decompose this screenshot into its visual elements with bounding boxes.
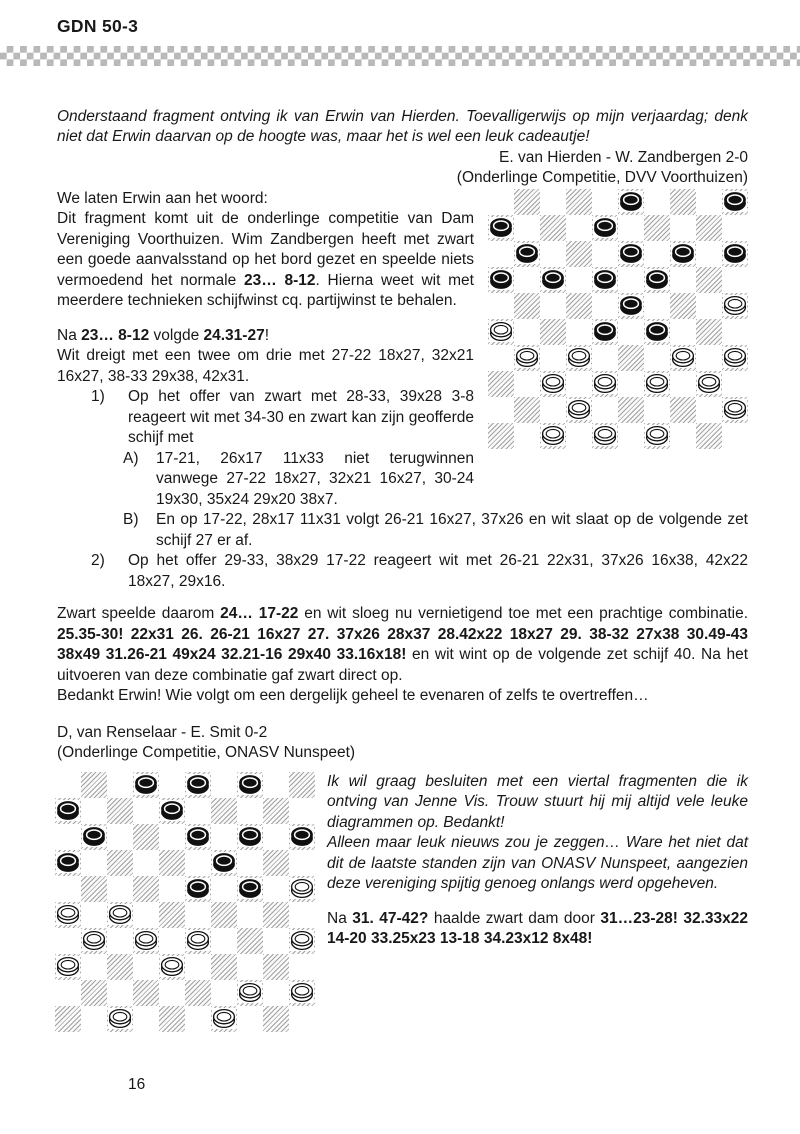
board-square — [696, 293, 722, 319]
draughts-board-2 — [55, 772, 315, 1032]
board-square — [107, 954, 133, 980]
board-square — [159, 1006, 185, 1032]
black-piece — [82, 826, 106, 847]
board-square — [670, 319, 696, 345]
board-square — [159, 954, 185, 980]
game1-heading — [57, 148, 748, 189]
black-piece — [723, 191, 747, 212]
board-square — [540, 293, 566, 319]
board-square — [670, 397, 696, 423]
board-square — [289, 954, 315, 980]
game2-move-line: Na 31. 47-42? haalde zwart dam door 31…23-28! 32.33x22 14-20 33.25x23 13-18 34.23x12 8x48! — [327, 909, 748, 947]
board-square — [618, 371, 644, 397]
board-square — [133, 850, 159, 876]
board-square — [289, 902, 315, 928]
board-square — [644, 189, 670, 215]
board-square — [618, 319, 644, 345]
black-piece — [671, 243, 695, 264]
board-square — [107, 980, 133, 1006]
board-square — [566, 215, 592, 241]
content — [0, 107, 800, 1042]
board-square — [592, 345, 618, 371]
board-square — [107, 798, 133, 824]
board-square — [696, 267, 722, 293]
item-marker: 1) — [91, 388, 105, 405]
board-square — [514, 241, 540, 267]
board-square — [237, 928, 263, 954]
black-piece — [56, 800, 80, 821]
board-square — [159, 798, 185, 824]
board-square — [488, 215, 514, 241]
game1-threat-line: Wit dreigt met een twee om drie met 27-22 18x27, 32x21 16x27, 38-33 29x38, 42x31. — [57, 347, 474, 385]
board-square — [55, 876, 81, 902]
board-square — [618, 293, 644, 319]
black-piece — [186, 878, 210, 899]
item-marker: 2) — [91, 552, 105, 569]
board-square — [592, 319, 618, 345]
analysis-item-1a — [57, 449, 474, 511]
board-square — [185, 876, 211, 902]
board-square — [211, 1006, 237, 1032]
black-piece — [619, 243, 643, 264]
board-square — [107, 772, 133, 798]
white-piece — [671, 347, 695, 368]
white-piece — [567, 399, 591, 420]
board-square — [237, 902, 263, 928]
board-square — [211, 824, 237, 850]
board-square — [81, 824, 107, 850]
board-square — [211, 876, 237, 902]
board-square — [696, 345, 722, 371]
white-piece — [108, 1008, 132, 1029]
white-piece — [290, 930, 314, 951]
board-square — [159, 772, 185, 798]
board-square — [722, 319, 748, 345]
white-piece — [212, 1008, 236, 1029]
board-square — [566, 319, 592, 345]
page-number: 16 — [128, 1076, 146, 1093]
board-square — [514, 319, 540, 345]
board-square — [644, 371, 670, 397]
board-square — [514, 423, 540, 449]
board-square — [696, 189, 722, 215]
white-piece — [56, 956, 80, 977]
black-piece — [645, 269, 669, 290]
board-square — [133, 798, 159, 824]
board-square — [211, 980, 237, 1006]
board-square — [263, 824, 289, 850]
white-piece — [82, 930, 106, 951]
board-square — [133, 902, 159, 928]
item-text: Op het offer 29-33, 38x29 17-22 reageert wit met 26-21 22x31, 37x26 16x38, 42x22 18x27, 29x16. — [128, 552, 748, 590]
analysis-item-1 — [57, 387, 474, 449]
board-square — [237, 772, 263, 798]
board-square — [592, 371, 618, 397]
game2-title: D, van Renselaar - E. Smit 0-2 — [57, 723, 268, 741]
board-square — [185, 798, 211, 824]
board-square — [107, 902, 133, 928]
board-square — [644, 345, 670, 371]
board-square — [540, 345, 566, 371]
board-square — [592, 397, 618, 423]
black-piece — [212, 852, 236, 873]
board-square — [185, 772, 211, 798]
board-square — [592, 189, 618, 215]
white-piece — [290, 878, 314, 899]
board-square — [289, 824, 315, 850]
board-square — [185, 980, 211, 1006]
white-piece — [723, 347, 747, 368]
closing-line: Bedankt Erwin! Wie volgt om een dergelijk geheel te evenaren of zelfs te overtreffen… — [57, 687, 649, 704]
board-square — [185, 824, 211, 850]
white-piece — [593, 373, 617, 394]
board-square — [618, 215, 644, 241]
board-square — [592, 241, 618, 267]
board-square — [696, 371, 722, 397]
masthead — [0, 0, 800, 39]
game2-paragraph-2: Alleen maar leuk nieuws zou je zeggen… Ware het niet dat dit de laatste standen zijn van ONASV Nunspeet, aangezien deze vereniging spijtig genoeg onlangs werd opgeheven. — [327, 834, 748, 892]
board-square — [81, 876, 107, 902]
game1-subtitle: (Onderlinge Competitie, DVV Voorthuizen) — [456, 169, 748, 186]
board-square — [540, 267, 566, 293]
white-piece — [134, 930, 158, 951]
board-square — [618, 345, 644, 371]
board-square — [159, 824, 185, 850]
board-square — [237, 798, 263, 824]
board-square — [55, 824, 81, 850]
board-square — [81, 772, 107, 798]
board-square — [696, 319, 722, 345]
black-piece — [619, 191, 643, 212]
black-piece — [489, 217, 513, 238]
black-piece — [290, 826, 314, 847]
white-piece — [541, 373, 565, 394]
board-square — [696, 397, 722, 423]
board-square — [263, 798, 289, 824]
board-square — [722, 423, 748, 449]
board-square — [540, 397, 566, 423]
board-square — [514, 345, 540, 371]
page-title: GDN 50-3 — [57, 16, 139, 36]
board-square — [566, 293, 592, 319]
board-square — [566, 397, 592, 423]
board-square — [55, 772, 81, 798]
board-square — [566, 267, 592, 293]
board-square — [159, 902, 185, 928]
board-square — [133, 954, 159, 980]
board-square — [81, 1006, 107, 1032]
black-piece — [593, 269, 617, 290]
black-piece — [186, 774, 210, 795]
black-piece — [160, 800, 184, 821]
game1-lead: We laten Erwin aan het woord: — [57, 189, 268, 207]
board-square — [488, 293, 514, 319]
item-text: En op 17-22, 28x17 11x31 volgt 26-21 16x27, 37x26 en wit slaat op de volgende zet schijf 27 er af. — [156, 511, 748, 549]
game1-move-line: Na 23… 8-12 volgde 24.31-27! — [57, 326, 270, 344]
board-square — [81, 928, 107, 954]
board-square — [592, 267, 618, 293]
game2-paragraph-1: Ik wil graag besluiten met een viertal fragmenten die ik ontving van Jenne Vis. Trouw stuurt hij mij altijd vele leuke diagrammen op. Bedankt! — [327, 772, 748, 831]
board-square — [722, 267, 748, 293]
board-square — [670, 189, 696, 215]
board-square — [540, 371, 566, 397]
board-square — [55, 798, 81, 824]
board-square — [185, 954, 211, 980]
white-piece — [489, 321, 513, 342]
board-square — [55, 980, 81, 1006]
board-square — [133, 824, 159, 850]
black-piece — [541, 269, 565, 290]
board-square — [185, 1006, 211, 1032]
board-square — [618, 267, 644, 293]
board-square — [566, 371, 592, 397]
game1-title: E. van Hierden - W. Zandbergen 2-0 — [499, 148, 748, 166]
board-square — [592, 215, 618, 241]
white-piece — [697, 373, 721, 394]
board-square — [670, 293, 696, 319]
board-square — [644, 215, 670, 241]
black-piece — [186, 826, 210, 847]
board-square — [488, 189, 514, 215]
game2-heading — [57, 723, 748, 764]
board-square — [81, 798, 107, 824]
board-square — [81, 954, 107, 980]
board-square — [263, 902, 289, 928]
board-square — [592, 423, 618, 449]
board-square — [185, 902, 211, 928]
board-square — [263, 772, 289, 798]
white-piece — [160, 956, 184, 977]
board-square — [237, 954, 263, 980]
black-piece — [238, 826, 262, 847]
board-square — [670, 371, 696, 397]
board-square — [644, 241, 670, 267]
board-square — [185, 850, 211, 876]
board-square — [81, 850, 107, 876]
checkered-band — [0, 46, 800, 66]
board-square — [133, 1006, 159, 1032]
board-square — [488, 423, 514, 449]
game2-subtitle: (Onderlinge Competitie, ONASV Nunspeet) — [57, 744, 356, 761]
analysis-item-1b — [57, 510, 748, 551]
board-square — [159, 980, 185, 1006]
board-square — [289, 798, 315, 824]
board-square — [592, 293, 618, 319]
board-square — [159, 928, 185, 954]
board-square — [289, 876, 315, 902]
board-square — [618, 397, 644, 423]
analysis-item-2 — [57, 551, 748, 592]
white-piece — [108, 904, 132, 925]
draughts-board-1 — [488, 189, 748, 449]
board-square — [566, 241, 592, 267]
board-square — [55, 902, 81, 928]
board-square — [263, 850, 289, 876]
intro-paragraph: Onderstaand fragment ontving ik van Erwin van Hierden. Toevalligerwijs op mijn verjaardag; denk niet dat Erwin daarvan op de hoogte was, maar het is wel een leuk cadeautje! — [57, 107, 748, 145]
board-square — [237, 980, 263, 1006]
board-square — [159, 850, 185, 876]
board-square — [540, 241, 566, 267]
board-square — [514, 215, 540, 241]
board-square — [237, 1006, 263, 1032]
board-square — [133, 772, 159, 798]
board-square — [289, 928, 315, 954]
board-square — [107, 824, 133, 850]
board-square — [289, 772, 315, 798]
board-square — [133, 980, 159, 1006]
black-piece — [515, 243, 539, 264]
board-square — [644, 293, 670, 319]
board-square — [81, 902, 107, 928]
board-square — [237, 824, 263, 850]
white-piece — [645, 373, 669, 394]
board-square — [514, 189, 540, 215]
board-square — [644, 423, 670, 449]
board-square — [211, 928, 237, 954]
board-square — [211, 954, 237, 980]
game1-paragraph: Dit fragment komt uit de onderlinge competitie van Dam Vereniging Voorthuizen. Wim Zandbergen heeft met zwart een goede aanvalsstand op het bord gezet en speelde niets vermoedend het normale 23… 8-12. Hierna weet wit met meerdere technieken schijfwinst cq. partijwinst te behalen. — [57, 210, 474, 309]
white-piece — [290, 982, 314, 1003]
board-square — [644, 397, 670, 423]
black-piece — [723, 243, 747, 264]
black-piece — [489, 269, 513, 290]
board-square — [185, 928, 211, 954]
board-square — [133, 876, 159, 902]
white-piece — [515, 347, 539, 368]
item-marker: A) — [123, 449, 139, 467]
board-square — [263, 980, 289, 1006]
board-square — [618, 189, 644, 215]
black-piece — [645, 321, 669, 342]
board-square — [211, 798, 237, 824]
white-piece — [593, 425, 617, 446]
board-square — [566, 189, 592, 215]
board-square — [107, 928, 133, 954]
board-square — [670, 423, 696, 449]
board-square — [722, 241, 748, 267]
board-square — [488, 345, 514, 371]
white-piece — [56, 904, 80, 925]
board-square — [159, 876, 185, 902]
board-square — [55, 1006, 81, 1032]
board-square — [488, 371, 514, 397]
white-piece — [645, 425, 669, 446]
board-square — [514, 293, 540, 319]
board-square — [211, 772, 237, 798]
board-square — [514, 267, 540, 293]
black-piece — [593, 321, 617, 342]
board-square — [211, 902, 237, 928]
board-square — [488, 267, 514, 293]
white-piece — [186, 930, 210, 951]
board-square — [722, 397, 748, 423]
board-square — [722, 215, 748, 241]
board-square — [289, 980, 315, 1006]
board-square — [540, 215, 566, 241]
board-square — [540, 319, 566, 345]
board-square — [566, 345, 592, 371]
board-square — [488, 241, 514, 267]
board-square — [289, 850, 315, 876]
board-square — [237, 850, 263, 876]
board-square — [722, 189, 748, 215]
item-marker: B) — [123, 511, 139, 528]
game1-section — [57, 189, 748, 707]
board-square — [670, 267, 696, 293]
board-square — [540, 189, 566, 215]
board-square — [263, 1006, 289, 1032]
board-square — [670, 345, 696, 371]
board-square — [696, 241, 722, 267]
board-square — [55, 954, 81, 980]
board-square — [540, 423, 566, 449]
board-square — [618, 423, 644, 449]
board-square — [107, 850, 133, 876]
game2-section — [57, 772, 748, 1042]
board-square — [670, 215, 696, 241]
board-square — [263, 876, 289, 902]
white-piece — [723, 399, 747, 420]
board-square — [618, 241, 644, 267]
white-piece — [541, 425, 565, 446]
board-square — [488, 319, 514, 345]
board-square — [644, 267, 670, 293]
board-square — [722, 371, 748, 397]
board-square — [722, 345, 748, 371]
black-piece — [56, 852, 80, 873]
black-piece — [619, 295, 643, 316]
board-square — [237, 876, 263, 902]
item-text: 17-21, 26x17 11x33 niet terugwinnen vanwege 27-22 18x27, 32x21 16x27, 30-24 19x30, 35x24 29x20 38x7. — [156, 449, 474, 508]
white-piece — [567, 347, 591, 368]
white-piece — [238, 982, 262, 1003]
black-piece — [593, 217, 617, 238]
board-square — [55, 850, 81, 876]
board-square — [722, 293, 748, 319]
board-square — [263, 954, 289, 980]
board-square — [566, 423, 592, 449]
board-square — [81, 980, 107, 1006]
board-square — [670, 241, 696, 267]
board-square — [211, 850, 237, 876]
board-square — [133, 928, 159, 954]
board-square — [55, 928, 81, 954]
black-piece — [238, 774, 262, 795]
white-piece — [723, 295, 747, 316]
item-text: Op het offer van zwart met 28-33, 39x28 3-8 reageert wit met 34-30 en zwart kan zijn geofferde schijf met — [128, 388, 474, 446]
board-square — [644, 319, 670, 345]
combination-paragraph: Zwart speelde daarom 24… 17-22 en wit sloeg nu vernietigend toe met een prachtige combinatie. 25.35-30! 22x31 26. 26-21 16x27 27. 37x26 28x37 28.42x22 18x27 29. 38-32 27x38 30.49-43 38x49 31.26-21 49x24 32.21-16 29x40 33.16x18! en wit wint op de volgende zet schijf 40. Na het uitvoeren van deze combinatie gaf zwart direct op. — [57, 605, 748, 684]
board-square — [514, 397, 540, 423]
board-square — [514, 371, 540, 397]
board-square — [107, 1006, 133, 1032]
board-square — [488, 397, 514, 423]
board-square — [107, 876, 133, 902]
black-piece — [238, 878, 262, 899]
black-piece — [134, 774, 158, 795]
board-square — [289, 1006, 315, 1032]
board-square — [263, 928, 289, 954]
board-square — [696, 423, 722, 449]
board-square — [696, 215, 722, 241]
